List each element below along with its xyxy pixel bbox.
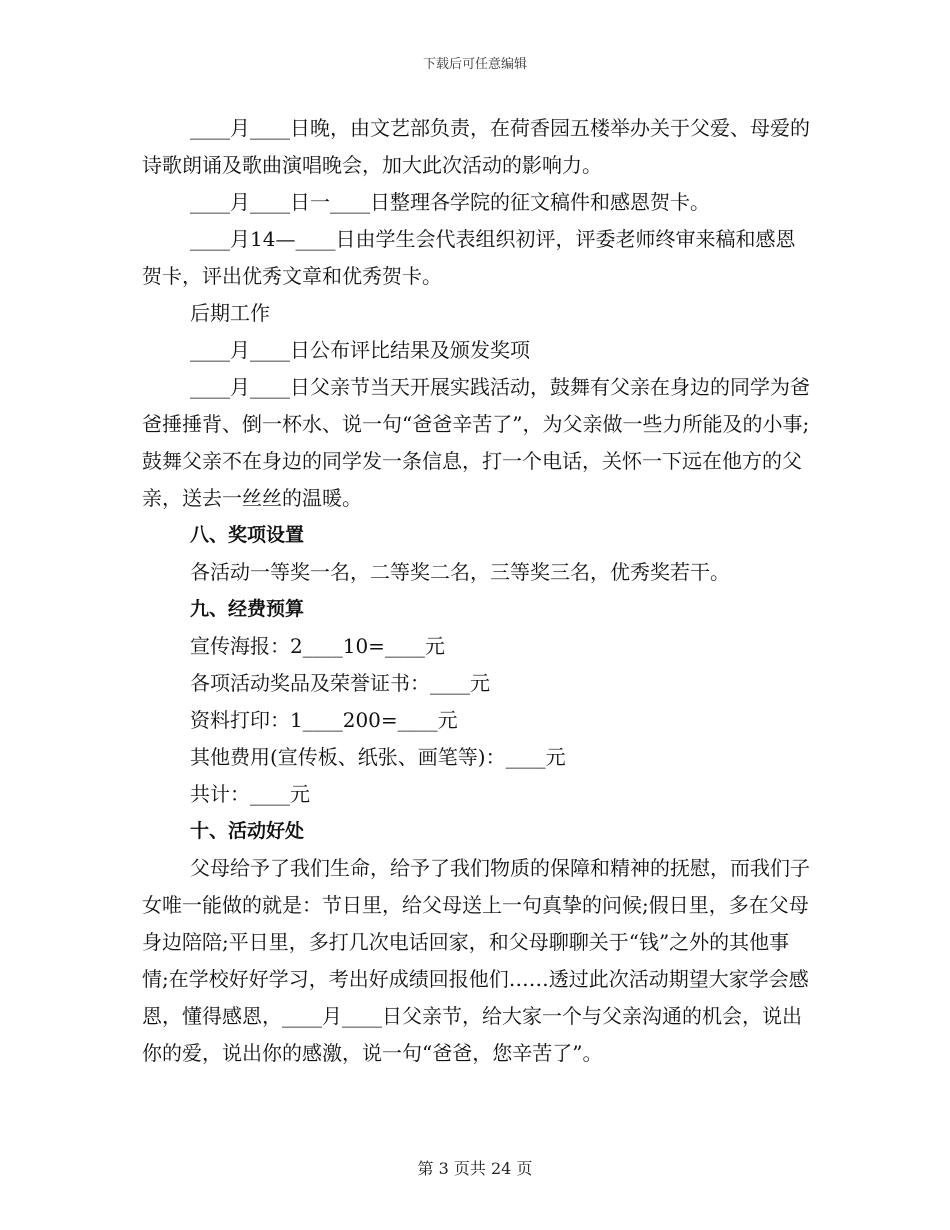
paragraph: ____月14—____日由学生会代表组织初评，评委老师终审来稿和感恩贺卡，评出优秀文章和优秀贺卡。 — [142, 227, 796, 288]
budget-total: 共计：____元 — [190, 782, 310, 806]
budget-item: 各项活动奖品及荣誉证书：____元 — [190, 671, 490, 695]
budget-item: 宣传海报：2____10=____元 — [190, 634, 445, 658]
paragraph: 后期工作 — [190, 301, 270, 325]
paragraph: ____月____日晚，由文艺部负责，在荷香园五楼举办关于父爱、母爱的诗歌朗诵及歌曲演唱晚会，加大此次活动的影响力。 — [142, 116, 810, 177]
page-footer: 第 3 页共 24 页 — [417, 1159, 533, 1178]
paragraph: ____月____日父亲节当天开展实践活动，鼓舞有父亲在身边的同学为爸爸捶捶背、倒一杯水、说一句“爸爸辛苦了”，为父亲做一些力所能及的小事;鼓舞父亲不在身边的同学发一条信息，打一个电话，关怀一下远在他方的父亲，送去一丝丝的温暖。 — [142, 375, 810, 510]
paragraph: 各活动一等奖一名，二等奖二名，三等奖三名，优秀奖若干。 — [190, 560, 730, 584]
page-header: 下载后可任意编辑 — [422, 57, 527, 72]
paragraph: ____月____日公布评比结果及颁发奖项 — [190, 338, 530, 362]
budget-item: 资料打印：1____200=____元 — [190, 708, 458, 732]
paragraph: 父母给予了我们生命，给予了我们物质的保障和精神的抚慰，而我们子女唯一能做的就是：节日里，给父母送上一句真挚的问候;假日里，多在父母身边陪陪;平日里，多打几次电话回家，和父母聊聊关于“钱”之外的其他事情;在学校好好学习，考出好成绩回报他们……透过此次活动期望大家学会感恩，懂得感恩，____月____日父亲节，给大家一个与父亲沟通的机会，说出你的爱，说出你的感激，说一句“爸爸，您辛苦了”。 — [142, 856, 810, 1065]
section-heading: 十、活动好处 — [190, 820, 305, 842]
paragraph: ____月____日一____日整理各学院的征文稿件和感恩贺卡。 — [190, 190, 710, 214]
budget-item: 其他费用(宣传板、纸张、画笔等)：____元 — [190, 745, 566, 769]
section-heading: 八、奖项设置 — [190, 524, 305, 546]
document-body — [142, 110, 810, 1072]
section-heading: 九、经费预算 — [190, 598, 305, 620]
